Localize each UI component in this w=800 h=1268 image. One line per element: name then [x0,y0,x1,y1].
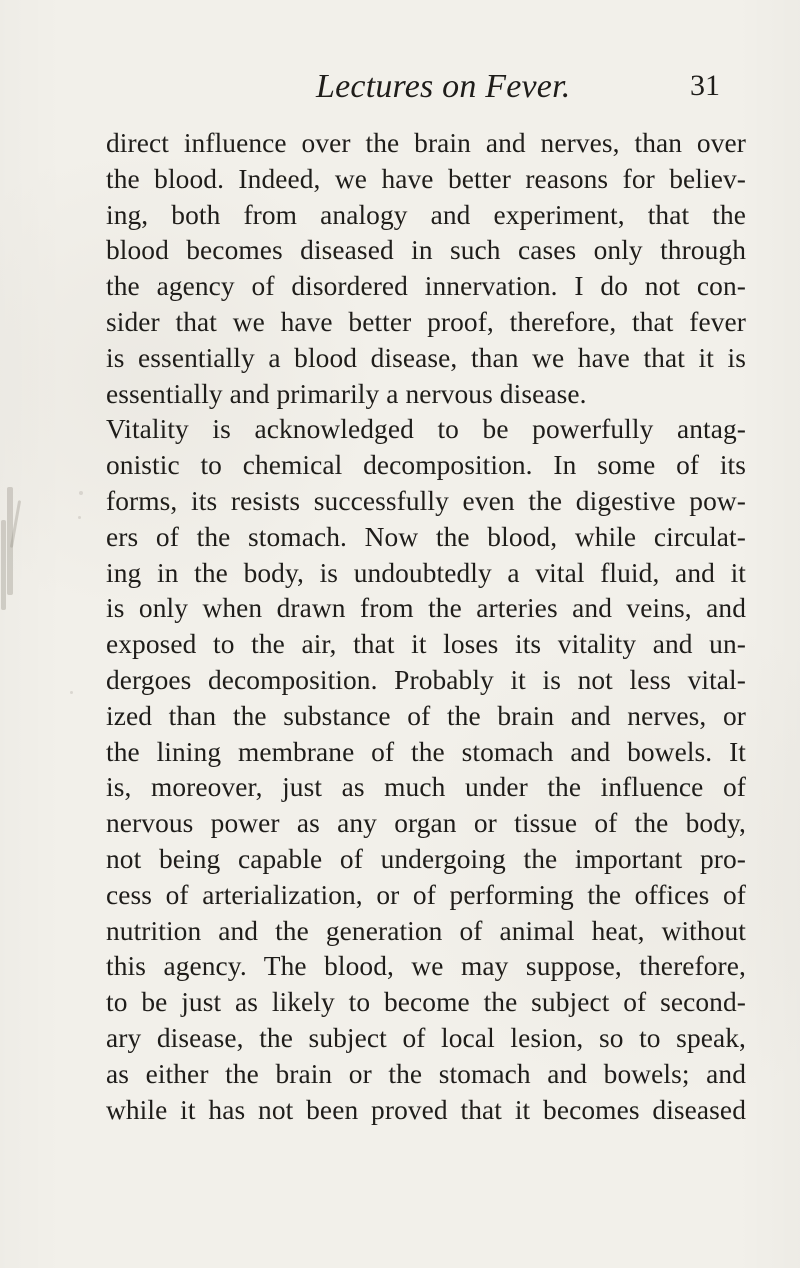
text-line-26: ary disease, the subject of local lesion, so to speak, [106,1022,746,1053]
text-line-11: forms, its resists successfully even the digestive pow- [106,485,746,516]
text-line-1: direct influence over the brain and nerves, than over [106,128,746,158]
text-line-14: is only when drawn from the arteries and veins, and [106,593,746,624]
text-line-5: the agency of disordered innervation. I do not con- [106,271,746,302]
text-line-10: onistic to chemical decomposition. In some of its [106,450,746,481]
text-line-27: as either the brain or the stomach and bowels; and [106,1058,746,1089]
text-line-3: ing, both from analogy and experiment, that the [106,199,746,230]
text-line-8: essentially and primarily a nervous disease. [106,378,587,409]
text-line-15: exposed to the air, that it loses its vitality and un- [106,629,746,660]
text-line-13: ing in the body, is undoubtedly a vital fluid, and it [106,557,746,588]
text-line-23: nutrition and the generation of animal heat, without [106,915,746,946]
text-line-24: this agency. The blood, we may suppose, therefore, [106,951,746,982]
text-line-2: the blood. Indeed, we have better reasons for believ- [106,163,746,194]
text-line-25: to be just as likely to become the subject of second- [106,987,746,1018]
text-line-21: not being capable of undergoing the important pro- [106,843,746,874]
text-line-9: Vitality is acknowledged to be powerfully antag- [106,414,746,445]
paper-speck-2 [78,516,81,519]
text-line-20: nervous power as any organ or tissue of the body, [106,808,746,839]
paper-speck-3 [70,691,73,694]
text-line-19: is, moreover, just as much under the influence of [106,772,746,803]
text-line-17: ized than the substance of the brain and nerves, or [106,700,746,731]
text-line-16: dergoes decomposition. Probably it is not less vital- [106,664,746,695]
paper-speck-1 [79,491,83,495]
margin-mark-2 [1,520,6,610]
body-text [106,126,746,1128]
running-title: Lectures on Fever. [316,68,571,105]
text-line-6: sider that we have better proof, therefore, that fever [106,306,746,337]
text-line-4: blood becomes diseased in such cases only through [106,235,746,266]
text-line-22: cess of arterialization, or of performing the offices of [106,879,746,910]
text-line-12: ers of the stomach. Now the blood, while circulat- [106,521,746,552]
text-line-18: the lining membrane of the stomach and bowels. It [106,736,746,767]
text-line-28: while it has not been proved that it becomes diseased [106,1094,746,1125]
page-number: 31 [690,69,720,102]
page-header [316,68,720,110]
text-line-7: is essentially a blood disease, than we have that it is [106,342,746,373]
